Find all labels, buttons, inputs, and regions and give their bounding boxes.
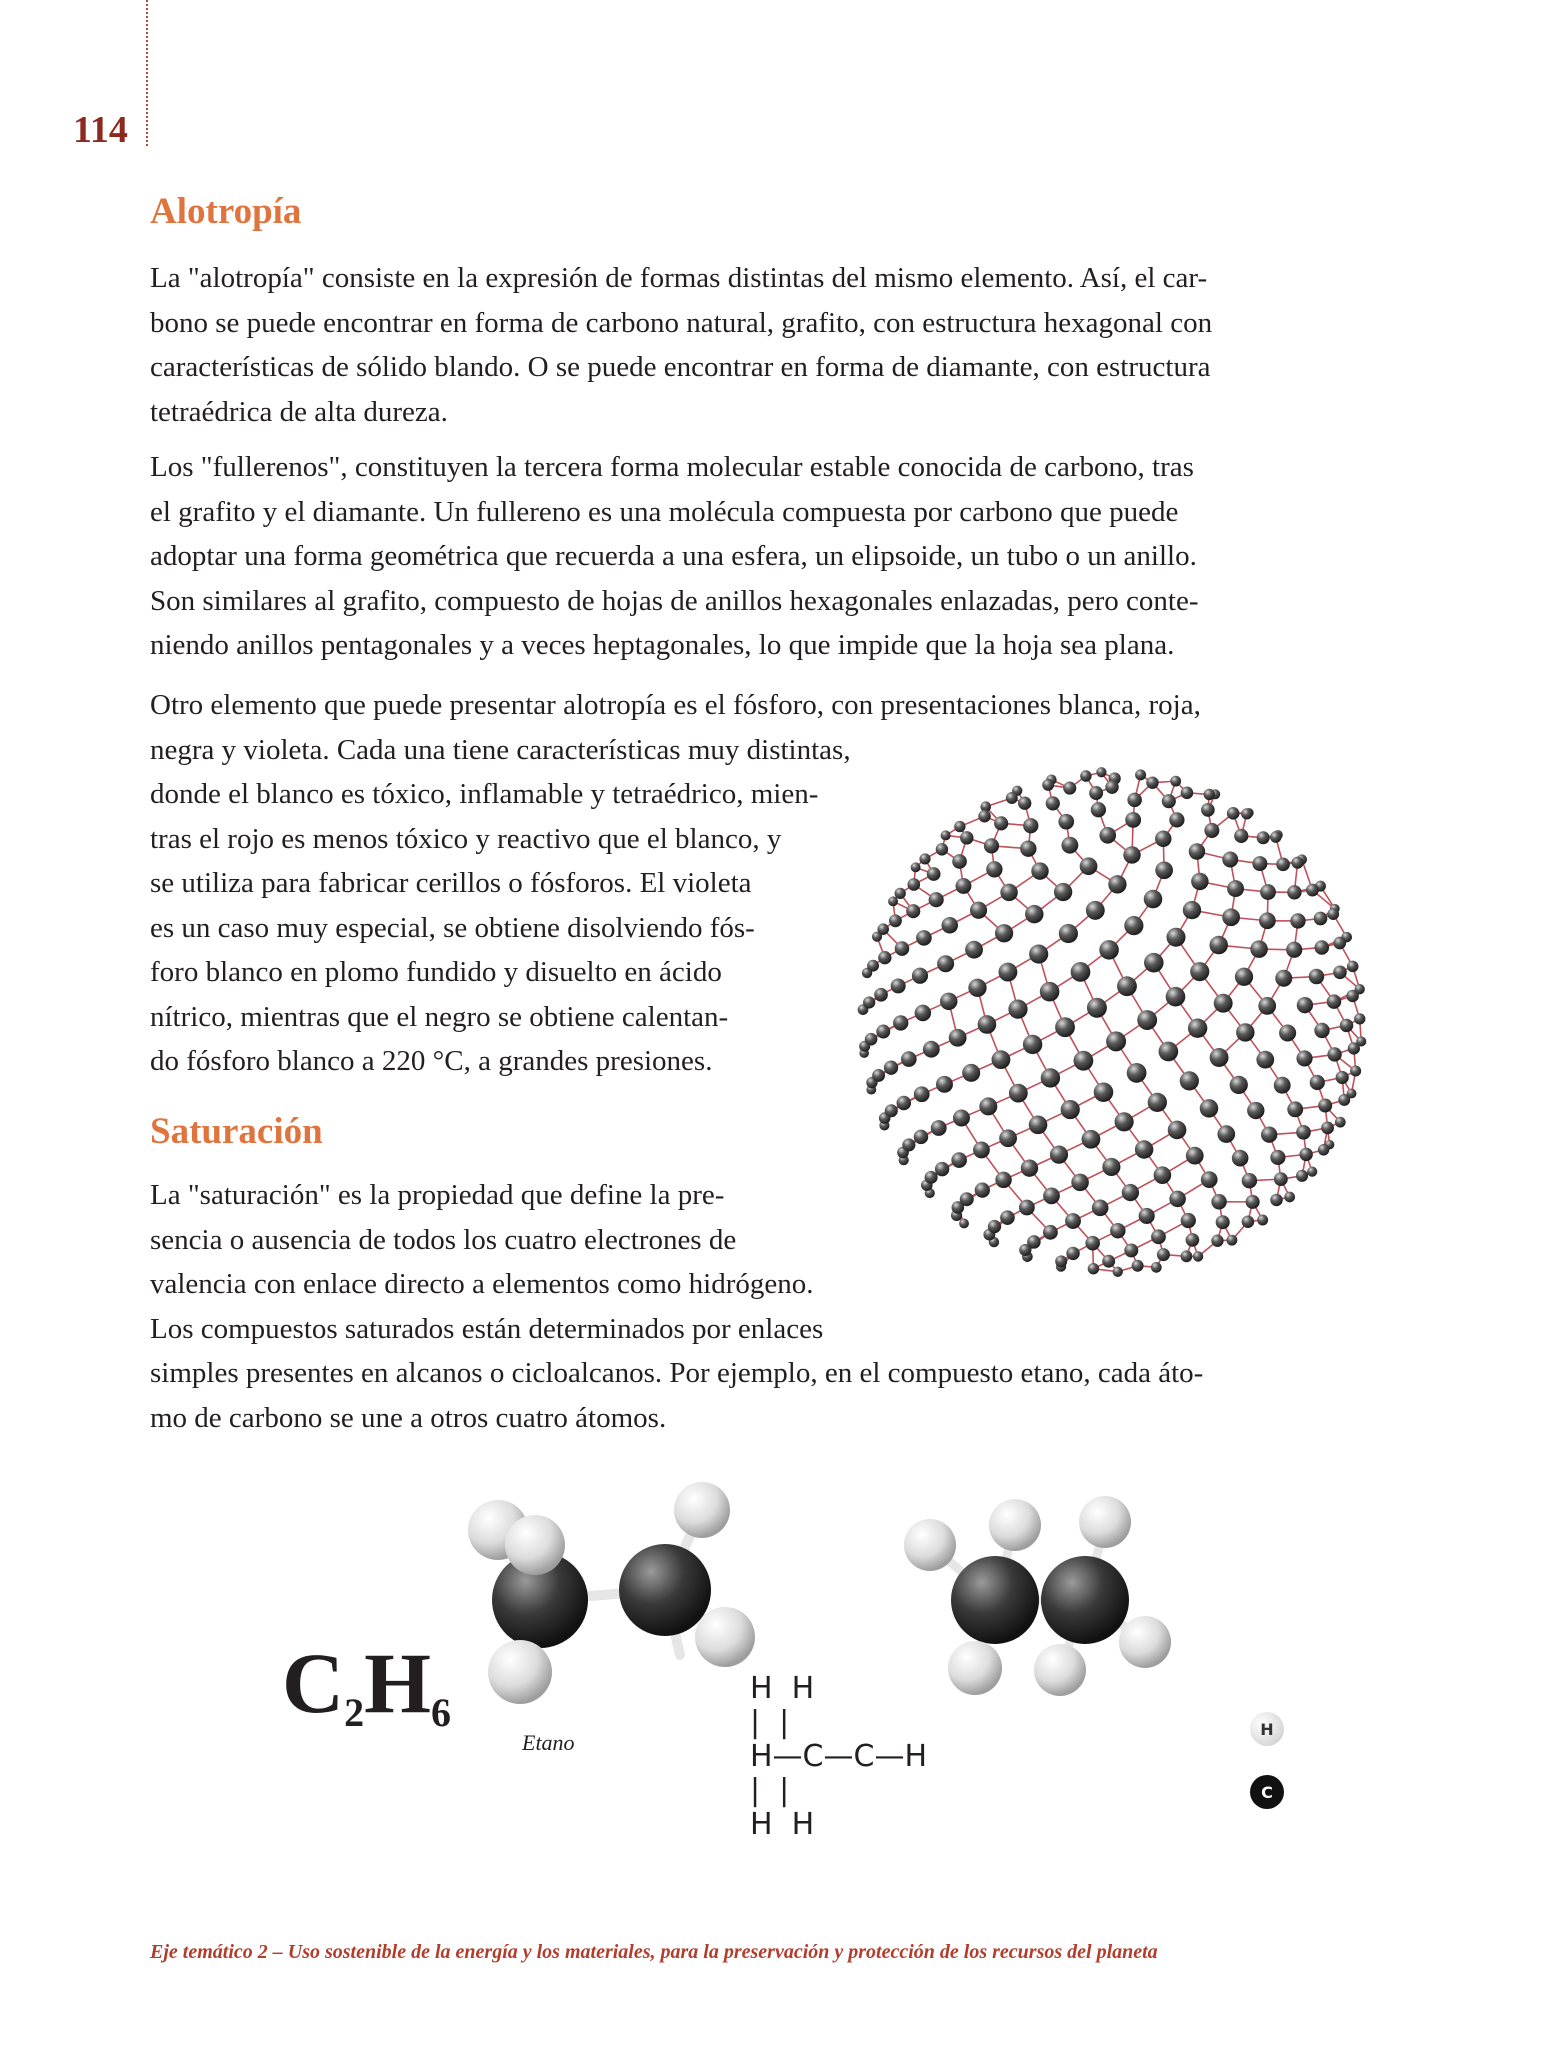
fullerene-atom [1151, 1262, 1162, 1273]
page-number: 114 [73, 109, 128, 151]
fullerene-atom [1108, 875, 1126, 893]
text-line: nítrico, mientras que el negro se obtiene calentan- [150, 1000, 729, 1033]
fullerene-atom [1250, 940, 1268, 958]
fullerene-atom [959, 1219, 969, 1229]
fullerene-atom [1242, 1173, 1257, 1188]
fullerene-atom [1350, 1065, 1361, 1076]
fullerene-atom [1346, 990, 1359, 1003]
fullerene-atom [999, 1129, 1017, 1147]
fullerene-atom [1354, 1013, 1365, 1024]
fullerene-atom [1115, 1112, 1134, 1131]
text-line: La "saturación" es la propiedad que define la pre- [150, 1179, 725, 1211]
fullerene-atom [986, 861, 1002, 877]
fullerene-atom [911, 862, 921, 872]
fullerene-atom [995, 1172, 1011, 1188]
text-line: mo de carbono se une a otros cuatro átomos. [150, 1401, 667, 1434]
fullerene-atom [1041, 1068, 1060, 1087]
fullerene-atom [1257, 1215, 1268, 1226]
fullerene-atom [1043, 1225, 1058, 1240]
fullerene-atom [1146, 776, 1158, 788]
fullerene-atom [1154, 1166, 1172, 1184]
fullerene-atom [1025, 905, 1043, 923]
fullerene-atom [1261, 1126, 1277, 1142]
fullerene-atom [923, 1041, 940, 1058]
fullerene-atom [1287, 885, 1301, 899]
fullerene-atom [936, 843, 948, 855]
fullerene-atom [1137, 1010, 1157, 1030]
text-line: tras el rojo es menos tóxico y reactivo que el blanco, y [150, 822, 782, 855]
fullerene-atom [1275, 970, 1292, 987]
fullerene-atom [1061, 837, 1078, 854]
fullerene-atom [865, 1033, 878, 1046]
fullerene-atom [1157, 1248, 1170, 1261]
fullerene-atom [885, 1104, 898, 1117]
fullerene-atom [1284, 1192, 1295, 1203]
fullerene-atom [970, 902, 987, 919]
fullerene-atom [1073, 1051, 1093, 1071]
text-line: negra y violeta. Cada una tiene características muy distintas, [150, 733, 851, 766]
fullerene-atom [1124, 916, 1143, 935]
ethane-formula [282, 1635, 452, 1735]
fullerene-atom [1270, 831, 1282, 843]
fullerene-atom [1021, 1159, 1038, 1176]
fullerene-atom [1080, 857, 1098, 875]
fullerene-atom [1105, 780, 1118, 793]
text-line: el grafito y el diamante. Un fullereno es una molécula compuesta por carbono que puede [150, 495, 1179, 528]
fullerene-atom [1066, 1247, 1079, 1260]
fullerene-atom [1063, 782, 1076, 795]
fullerene-atom [1009, 1084, 1028, 1103]
fullerene-atom [1018, 797, 1031, 810]
fullerene-atom [1006, 792, 1018, 804]
fullerene-atom [1310, 1075, 1325, 1090]
fullerene-atom [954, 821, 965, 832]
fullerene-atom [1348, 1042, 1360, 1054]
heading-saturacion: Saturación [150, 1111, 323, 1152]
fullerene-atom [867, 960, 879, 972]
fullerene-atom [1186, 1233, 1200, 1247]
fullerene-atom [1127, 1063, 1147, 1083]
fullerene-atom [988, 1220, 1001, 1233]
fullerene-atom [1088, 1263, 1099, 1274]
fullerene-atom [1336, 1071, 1349, 1084]
fullerene-atom [1043, 1187, 1060, 1204]
text-line: foro blanco en plomo fundido y disuelto en ácido [150, 956, 722, 988]
fullerene-atom [893, 1015, 908, 1030]
fullerene-atom [1054, 883, 1072, 901]
fullerene-atom [1287, 1101, 1303, 1117]
fullerene-atom [1166, 987, 1186, 1007]
fullerene-atom [1058, 814, 1074, 830]
fullerene-atom [960, 1192, 974, 1206]
fullerene-atom [1094, 1082, 1114, 1102]
fullerene-atom [927, 867, 941, 881]
fullerene-atom [1204, 789, 1215, 800]
text-line: donde el blanco es tóxico, inflamable y tetraédrico, mien- [150, 778, 819, 810]
formula-hydrogen: H [364, 1635, 432, 1731]
fullerene-atom [1183, 901, 1201, 919]
fullerene-atom [1106, 1031, 1126, 1051]
fullerene-atom [979, 1097, 997, 1115]
fullerene-atom [1055, 1255, 1067, 1267]
fullerene-atom [1082, 1130, 1101, 1149]
text-line: es un caso muy especial, se obtiene disolviendo fós- [150, 911, 755, 944]
fullerene-atom [962, 1064, 980, 1082]
fullerene-atom [940, 993, 958, 1011]
fullerene-atom [1181, 1250, 1193, 1262]
fullerene-atom [914, 1130, 929, 1145]
fullerene-atom [901, 1051, 917, 1067]
fullerene-atom [1144, 953, 1164, 973]
fullerene-atom [1031, 862, 1048, 879]
text-line: valencia con enlace directo a elementos como hidrógeno. [150, 1268, 814, 1300]
text-line: Los "fullerenos", constituyen la tercera forma molecular estable conocida de carbono, tras [150, 451, 1194, 483]
text-line: tetraédrica de alta dureza. [150, 395, 448, 428]
fullerene-atom [874, 988, 888, 1002]
fullerene-atom [916, 930, 932, 946]
formula-hydrogen-count: 6 [431, 1690, 452, 1735]
fullerene-atom [1099, 827, 1116, 844]
fullerene-atom [1200, 1099, 1219, 1118]
fullerene-atom [1210, 1048, 1229, 1067]
ethane-model-3d-left [440, 1460, 770, 1710]
fullerene-atom [978, 1015, 997, 1034]
ethane-structural-formula: H H | | H—C—C—H | | H H [750, 1671, 928, 1842]
fullerene-atom [936, 1076, 953, 1093]
fullerene-atom [1191, 873, 1208, 890]
fullerene-atom [1297, 997, 1313, 1013]
fullerene-atom [1209, 936, 1228, 955]
fullerene-atom [1307, 1167, 1317, 1177]
fullerene-atom [1257, 831, 1270, 844]
fullerene-atom [1204, 823, 1219, 838]
fullerene-atom [1318, 1099, 1332, 1113]
fullerene-atom [1211, 1235, 1223, 1247]
fullerene-atom [1169, 1191, 1186, 1208]
fullerene-atom [872, 1069, 885, 1082]
fullerene-atom [1170, 776, 1181, 787]
fullerene-atom [1230, 1076, 1248, 1094]
fullerene-atom [1020, 840, 1036, 856]
fullerene-atom [1125, 812, 1141, 828]
page-margin-rule [146, 0, 148, 146]
fullerene-atom [1279, 1024, 1296, 1041]
fullerene-atom [951, 1152, 967, 1168]
fullerene-atom [931, 1120, 947, 1136]
fullerene-atom [1222, 852, 1238, 868]
fullerene-atom [998, 963, 1017, 982]
fullerene-atom [1123, 846, 1140, 863]
fullerene-atom [937, 955, 954, 972]
fullerene-atom [1008, 1000, 1027, 1019]
fullerene-atom [1122, 1184, 1139, 1201]
fullerene-atom [1274, 1172, 1288, 1186]
fullerene-atom [1333, 966, 1347, 980]
fullerene-atom [1201, 1171, 1218, 1188]
fullerene-atom [1227, 807, 1240, 820]
fullerene-atom [1327, 908, 1339, 920]
fullerene-atom [978, 810, 991, 823]
fullerene-atom [1246, 1195, 1260, 1209]
figure-caption-etano: Etano [522, 1730, 575, 1755]
fullerene-atom [953, 1109, 970, 1126]
fullerene-atom [1029, 944, 1048, 963]
fullerene-atom [1340, 1019, 1353, 1032]
fullerene-atom [1186, 1147, 1204, 1165]
fullerene-atom [1335, 1117, 1346, 1128]
fullerene-atom [1110, 1223, 1126, 1239]
fullerene-atom [1040, 982, 1060, 1002]
fullerene-atom [1232, 1150, 1249, 1167]
fullerene-atom [973, 1142, 990, 1159]
fullerene-atom [1096, 767, 1106, 777]
fullerene-atom [1296, 1050, 1312, 1066]
fullerene-atom [1124, 1243, 1138, 1257]
fullerene-atom [1299, 1148, 1312, 1161]
fullerene-atom [1029, 1116, 1048, 1135]
fullerene-atom [1306, 884, 1319, 897]
fullerene-atom [1260, 884, 1276, 900]
fullerene-atom [884, 1061, 898, 1075]
fullerene-atom [1276, 858, 1290, 872]
fullerene-atom [863, 996, 875, 1008]
fullerene-atom [1027, 1235, 1041, 1249]
fullerene-atom [1091, 802, 1106, 817]
fullerene-atom [1092, 1199, 1109, 1216]
fullerene-atom [1089, 786, 1103, 800]
fullerene-atom [915, 1005, 932, 1022]
fullerene-atom [1270, 1194, 1282, 1206]
text-line: Otro elemento que puede presentar alotropía es el fósforo, con presentaciones blanca, roja, [150, 689, 1201, 721]
legend-carbon-badge: C [1250, 1775, 1284, 1809]
fullerene-atom [1222, 908, 1240, 926]
text-line: bono se puede encontrar en forma de carbono natural, grafito, con estructura hexagonal con [150, 306, 1213, 339]
fullerene-atom [1180, 1071, 1199, 1090]
fullerene-atom [1127, 793, 1142, 808]
fullerene-atom [1189, 843, 1205, 859]
fullerene-atom [876, 1025, 890, 1039]
fullerene-atom [1168, 1121, 1187, 1140]
text-line: La "alotropía" consiste en la expresión de formas distintas del mismo elemento. Así, el car- [150, 262, 1208, 294]
fullerene-atom [960, 831, 973, 844]
fullerene-atom [914, 1086, 930, 1102]
fullerene-atom [941, 917, 958, 934]
fullerene-atom [1333, 937, 1346, 950]
fullerene-atom [1181, 1213, 1196, 1228]
fullerene-atom [925, 1171, 938, 1184]
fullerene-atom [1144, 890, 1163, 909]
fullerene-atom [1132, 1260, 1144, 1272]
fullerene-atom [877, 923, 889, 935]
fullerene-atom [1151, 1229, 1166, 1244]
fullerene-atom [1050, 1146, 1068, 1164]
text-line: simples presentes en alcanos o cicloalcanos. Por ejemplo, en el compuesto etano, cada áto- [150, 1357, 1204, 1389]
fullerene-atom [1019, 1200, 1035, 1216]
fullerene-atom [1181, 787, 1194, 800]
fullerene-atom [878, 951, 891, 964]
fullerene-atom [1216, 1215, 1230, 1229]
fullerene-atom [1234, 829, 1248, 843]
fullerene-atom [1087, 998, 1107, 1018]
fullerene-atom [897, 1096, 911, 1110]
fullerene-atom [1315, 940, 1330, 955]
fullerene-atom [906, 904, 920, 918]
fullerene-atom [956, 878, 972, 894]
text-line: Los compuestos saturados están determinados por enlaces [150, 1312, 824, 1345]
text-line: características de sólido blando. O se puede encontrar en forma de diamante, con estructura [150, 351, 1211, 383]
fullerene-atom [992, 1050, 1011, 1069]
fullerene-atom [1023, 818, 1038, 833]
fullerene-atom [1065, 1213, 1081, 1229]
fullerene-atom [891, 978, 906, 993]
fullerene-atom [1296, 1125, 1311, 1140]
fullerene-atom [1102, 1255, 1115, 1268]
fullerene-atom [1258, 997, 1276, 1015]
fullerene-atom [889, 914, 902, 927]
formula-carbon-count: 2 [344, 1690, 365, 1735]
fullerene-atom [1135, 1140, 1154, 1159]
fullerene-atom [1256, 1051, 1274, 1069]
paragraph-alotropia-1 [150, 256, 1380, 434]
fullerene-atom [1162, 794, 1176, 808]
fullerene-atom [1071, 962, 1091, 982]
fullerene-atom [1252, 856, 1267, 871]
fullerene-atom [995, 924, 1013, 942]
fullerene-atom [1155, 831, 1171, 847]
text-line: Son similares al grafito, compuesto de hojas de anillos hexagonales enlazadas, pero conte- [150, 584, 1199, 617]
fullerene-atom [1327, 994, 1342, 1009]
fullerene-atom [1227, 880, 1244, 897]
fullerene-atom [1042, 779, 1054, 791]
fullerene-atom [1314, 912, 1328, 926]
fullerene-atom [1201, 803, 1215, 817]
fullerene-atom [1321, 1121, 1334, 1134]
fullerene-atom [1135, 769, 1146, 780]
text-line: niendo anillos pentagonales y a veces heptagonales, lo que impide que la hoja sea plana. [150, 629, 1175, 661]
fullerene-atom [1071, 1174, 1089, 1192]
fullerene-atom [1159, 1042, 1179, 1062]
fullerene-atom [895, 888, 906, 899]
fullerene-atom [1247, 1102, 1264, 1119]
fullerene-atom [1327, 1047, 1341, 1061]
text-line: sencia o ausencia de todos los cuatro electrones de [150, 1223, 737, 1256]
fullerene-atom [965, 941, 983, 959]
fullerene-atom [1117, 976, 1137, 996]
fullerene-atom [1259, 912, 1276, 929]
fullerene-atom [994, 816, 1008, 830]
fullerene-atom [919, 853, 930, 864]
fullerene-atom [1190, 962, 1209, 981]
fullerene-atom [902, 1138, 915, 1151]
fullerene-atom [1241, 808, 1252, 819]
fullerene-atom [1086, 901, 1105, 920]
fullerene-atom [968, 979, 986, 997]
fullerene-atom [1188, 1019, 1207, 1038]
fullerene-atom [1099, 940, 1119, 960]
fullerene-atom [975, 1183, 990, 1198]
fullerene-atom [1169, 812, 1184, 827]
fullerene-atom [1226, 1235, 1237, 1246]
fullerene-atom [1059, 924, 1078, 943]
fullerene-atom [1242, 1215, 1255, 1228]
fullerene-atom [1318, 1144, 1330, 1156]
fullerene-atom [1061, 1100, 1080, 1119]
fullerene-molecule-illustration [832, 760, 1392, 1280]
fullerene-atom [1286, 942, 1302, 958]
fullerene-atom [1236, 1023, 1254, 1041]
fullerene-atom [1000, 884, 1017, 901]
fullerene-atom [941, 830, 951, 840]
fullerene-atom [888, 896, 898, 906]
fullerene-atom [1274, 1077, 1291, 1094]
footer-thematic-axis: Eje temático 2 – Uso sostenible de la energía y los materiales, para la preservación y protección de los recursos del planeta [150, 1941, 1158, 1963]
fullerene-atom [912, 968, 928, 984]
formula-carbon: C [282, 1635, 345, 1731]
fullerene-atom [1102, 1158, 1120, 1176]
fullerene-atom [1166, 928, 1185, 947]
fullerene-atom [1139, 1208, 1155, 1224]
fullerene-atom [1235, 968, 1253, 986]
text-line: do fósforo blanco a 220 °C, a grandes presiones. [150, 1045, 713, 1077]
fullerene-atom [1270, 1150, 1285, 1165]
fullerene-atom [1214, 994, 1233, 1013]
fullerene-atom [949, 1029, 967, 1047]
fullerene-atom [1211, 1194, 1226, 1209]
fullerene-atom [1292, 857, 1304, 869]
fullerene-atom [1193, 1251, 1203, 1261]
fullerene-atom [1314, 1023, 1329, 1038]
fullerene-atom [1055, 1017, 1075, 1037]
fullerene-atom [1217, 1125, 1235, 1143]
fullerene-atom [929, 892, 944, 907]
fullerene-atom [1148, 1093, 1167, 1112]
paragraph-fullerenos [150, 445, 1380, 668]
fullerene-atom [907, 878, 920, 891]
heading-alotropia: Alotropía [150, 191, 302, 232]
ethane-model-3d-right [890, 1480, 1190, 1710]
legend-hydrogen-badge: H [1250, 1712, 1284, 1746]
fullerene-atom [1290, 913, 1305, 928]
text-line: se utiliza para fabricar cerillos o fósforos. El violeta [150, 867, 752, 899]
fullerene-atom [1000, 1210, 1015, 1225]
fullerene-atom [1309, 969, 1324, 984]
fullerene-atom [984, 838, 999, 853]
fullerene-atom [1085, 1236, 1100, 1251]
fullerene-atom [1155, 861, 1173, 879]
fullerene-atom [895, 941, 910, 956]
fullerene-atom [1296, 1170, 1308, 1182]
fullerene-atom [1080, 770, 1091, 781]
fullerene-atom [1023, 1035, 1042, 1054]
fullerene-atom [952, 854, 967, 869]
fullerene-atom [1046, 796, 1060, 810]
fullerene-atom [1338, 1094, 1350, 1106]
fullerene-atom [1113, 1267, 1123, 1277]
text-line: adoptar una forma geométrica que recuerda a una esfera, un elipsoide, un tubo o un anillo. [150, 540, 1197, 572]
fullerene-atom [935, 1162, 949, 1176]
fullerene-atom [1347, 961, 1359, 973]
